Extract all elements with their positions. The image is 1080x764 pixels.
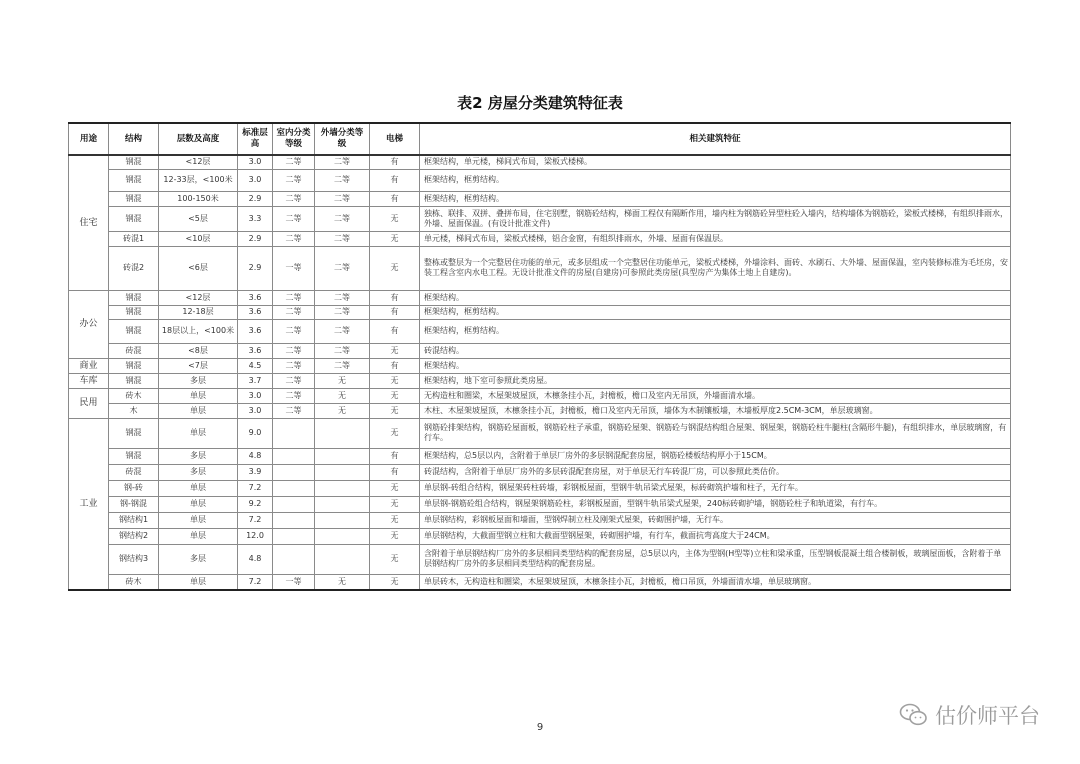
- table-row: [69, 403, 1011, 418]
- table-row: [69, 512, 1011, 528]
- cell-interior-grade: [273, 464, 315, 480]
- cell-features: 框架结构，单元楼，梯间式布局，梁板式楼梯。: [420, 155, 1011, 169]
- table-row: [69, 448, 1011, 464]
- cell-features: 含附着于单层钢结构厂房外的多层相同类型结构的配套房屋，总5层以内，主体为型钢(H型等)立柱和梁承重，压型钢板混凝土组合楼制板，玻璃屋面板，含附着于单层钢结构厂房外的多层相同类型结构的配套房屋。: [420, 544, 1011, 574]
- cell-elevator: 有: [370, 358, 420, 373]
- cell-interior-grade: [273, 512, 315, 528]
- cell-features: 框架结构，框剪结构。: [420, 305, 1011, 319]
- cell-features: 独栋、联排、双拼、叠拼布局，住宅别墅，钢筋砼结构，梯面工程仅有隔断作用，墙内柱为钢筋砼异型柱砼入墙内，结构墙体为钢筋砼，梁板式楼梯，有组织排雨水，外墙、屋面保温。(有设计批准文件): [420, 206, 1011, 231]
- cell-structure: 钢-钢混: [109, 496, 159, 512]
- cell-interior-grade: 二等: [273, 191, 315, 206]
- cell-floor-height: 3.7: [238, 373, 273, 388]
- cell-exterior-grade: [315, 418, 370, 448]
- table-row: [69, 191, 1011, 206]
- cell-structure: 钢结构3: [109, 544, 159, 574]
- table-header-row: [69, 123, 1011, 155]
- cell-interior-grade: [273, 480, 315, 496]
- header-interior-grade: 室内分类等级: [273, 123, 315, 155]
- cell-floor-height: 7.2: [238, 480, 273, 496]
- header-elevator: 电梯: [370, 123, 420, 155]
- cell-interior-grade: 二等: [273, 290, 315, 305]
- cell-structure: 钢混: [109, 358, 159, 373]
- cell-interior-grade: 二等: [273, 403, 315, 418]
- cell-features: 木柱、木屋架坡屋顶，木檩条挂小瓦，封檐板，檐口及室内无吊顶，墙体为木制镶板墙，木墙板厚度2.5CM-3CM，单层玻璃窗。: [420, 403, 1011, 418]
- cell-features: 框架结构，总5层以内，含附着于单层厂房外的多层钢混配套房屋，钢筋砼楼板结构厚小于15CM。: [420, 448, 1011, 464]
- cell-structure: 钢混: [109, 169, 159, 191]
- cell-floors: 单层: [159, 480, 238, 496]
- cell-exterior-grade: 二等: [315, 305, 370, 319]
- cell-interior-grade: [273, 544, 315, 574]
- table-row: [69, 169, 1011, 191]
- cell-floor-height: 9.2: [238, 496, 273, 512]
- cell-floors: 单层: [159, 574, 238, 590]
- cell-features: 砖混结构。: [420, 343, 1011, 358]
- cell-structure: 钢-砖: [109, 480, 159, 496]
- cell-floors: <5层: [159, 206, 238, 231]
- cell-elevator: 无: [370, 480, 420, 496]
- cell-structure: 钢混: [109, 319, 159, 343]
- cell-use: 车库: [69, 373, 109, 388]
- cell-exterior-grade: 二等: [315, 155, 370, 169]
- cell-floors: 单层: [159, 418, 238, 448]
- cell-structure: 钢混: [109, 290, 159, 305]
- cell-structure: 砖混1: [109, 231, 159, 246]
- cell-structure: 钢混: [109, 305, 159, 319]
- cell-exterior-grade: 二等: [315, 246, 370, 290]
- table-row: [69, 343, 1011, 358]
- cell-floor-height: 3.6: [238, 305, 273, 319]
- cell-floors: 单层: [159, 512, 238, 528]
- cell-floors: 多层: [159, 448, 238, 464]
- table-row: [69, 464, 1011, 480]
- cell-features: 单元楼，梯间式布局，梁板式楼梯，铝合金窗，有组织排雨水，外墙、屋面有保温层。: [420, 231, 1011, 246]
- cell-features: 单层钢-钢筋砼组合结构，钢屋架钢筋砼柱，彩钢板屋面，型钢牛轨吊梁式屋架，240标砖砌护墙，钢筋砼柱子和轨道梁，有行车。: [420, 496, 1011, 512]
- cell-use: 商业: [69, 358, 109, 373]
- cell-elevator: 有: [370, 319, 420, 343]
- cell-floor-height: 3.0: [238, 169, 273, 191]
- cell-use: 工业: [69, 418, 109, 590]
- cell-exterior-grade: 二等: [315, 358, 370, 373]
- cell-elevator: 无: [370, 496, 420, 512]
- cell-elevator: 有: [370, 169, 420, 191]
- cell-floor-height: 3.3: [238, 206, 273, 231]
- cell-floors: 多层: [159, 464, 238, 480]
- cell-elevator: 无: [370, 574, 420, 590]
- cell-interior-grade: [273, 418, 315, 448]
- cell-elevator: 无: [370, 373, 420, 388]
- cell-structure: 砖混: [109, 464, 159, 480]
- page-number: 9: [536, 722, 544, 733]
- cell-floors: 单层: [159, 388, 238, 403]
- table-row: [69, 231, 1011, 246]
- cell-floors: <10层: [159, 231, 238, 246]
- header-exterior-grade: 外墙分类等级: [315, 123, 370, 155]
- cell-elevator: 有: [370, 290, 420, 305]
- cell-elevator: 有: [370, 155, 420, 169]
- table-row: [69, 246, 1011, 290]
- cell-features: 整栋或整层为一个完整居住功能的单元，或多层组成一个完整居住功能单元，梁板式楼梯，外墙涂料、面砖、水刷石、大外墙、屋面保温，室内装修标准为毛坯房，安装工程含室内水电工程。无设计批准文件的房屋(自建房)可参照此类房屋(具型房产为集体土地上自建房)。: [420, 246, 1011, 290]
- cell-structure: 钢结构2: [109, 528, 159, 544]
- cell-structure: 砖混2: [109, 246, 159, 290]
- table-row: [69, 574, 1011, 590]
- cell-elevator: 无: [370, 246, 420, 290]
- cell-features: 框架结构，地下室可参照此类房屋。: [420, 373, 1011, 388]
- cell-exterior-grade: 无: [315, 403, 370, 418]
- cell-elevator: 无: [370, 403, 420, 418]
- cell-floor-height: 3.0: [238, 403, 273, 418]
- cell-features: 框架结构，框剪结构。: [420, 319, 1011, 343]
- cell-floor-height: 2.9: [238, 191, 273, 206]
- cell-floor-height: 2.9: [238, 231, 273, 246]
- cell-exterior-grade: 二等: [315, 169, 370, 191]
- cell-structure: 钢混: [109, 373, 159, 388]
- cell-floors: 单层: [159, 496, 238, 512]
- cell-floor-height: 3.0: [238, 388, 273, 403]
- cell-use: 民用: [69, 388, 109, 418]
- cell-features: 框架结构，框剪结构。: [420, 191, 1011, 206]
- cell-floor-height: 2.9: [238, 246, 273, 290]
- cell-exterior-grade: 无: [315, 388, 370, 403]
- cell-exterior-grade: 无: [315, 574, 370, 590]
- cell-floors: <12层: [159, 290, 238, 305]
- cell-exterior-grade: [315, 528, 370, 544]
- cell-interior-grade: 二等: [273, 343, 315, 358]
- cell-interior-grade: 二等: [273, 358, 315, 373]
- cell-interior-grade: [273, 528, 315, 544]
- cell-exterior-grade: 无: [315, 373, 370, 388]
- cell-exterior-grade: 二等: [315, 206, 370, 231]
- cell-structure: 砖木: [109, 574, 159, 590]
- page-title: 表2 房屋分类建筑特征表: [457, 94, 623, 112]
- cell-elevator: 无: [370, 418, 420, 448]
- cell-interior-grade: 二等: [273, 206, 315, 231]
- cell-floors: 单层: [159, 403, 238, 418]
- cell-floor-height: 7.2: [238, 574, 273, 590]
- cell-structure: 砖混: [109, 343, 159, 358]
- cell-features: 单层砖木，无构造柱和圈梁，木屋架坡屋顶，木檩条挂小瓦，封檐板，檐口吊顶，外墙面清水墙，单层玻璃窗。: [420, 574, 1011, 590]
- cell-elevator: 有: [370, 305, 420, 319]
- header-features: 相关建筑特征: [420, 123, 1011, 155]
- table-row: [69, 418, 1011, 448]
- cell-exterior-grade: [315, 544, 370, 574]
- cell-interior-grade: 二等: [273, 373, 315, 388]
- table-body: [69, 155, 1011, 590]
- cell-floors: <8层: [159, 343, 238, 358]
- cell-interior-grade: 二等: [273, 231, 315, 246]
- cell-exterior-grade: [315, 448, 370, 464]
- cell-elevator: 无: [370, 512, 420, 528]
- cell-exterior-grade: [315, 496, 370, 512]
- cell-floors: 18层以上，<100米: [159, 319, 238, 343]
- cell-floors: 12-33层，<100米: [159, 169, 238, 191]
- table-row: [69, 358, 1011, 373]
- header-floors: 层数及高度: [159, 123, 238, 155]
- cell-floors: 多层: [159, 544, 238, 574]
- table-row: [69, 480, 1011, 496]
- table-row: [69, 319, 1011, 343]
- table-row: [69, 305, 1011, 319]
- watermark-text: 估价师平台: [935, 704, 1040, 728]
- cell-features: 单层钢结构，大截面型钢立柱和大截面型钢屋架，砖砌围护墙，有行车，截面抗弯高度大于24CM。: [420, 528, 1011, 544]
- cell-elevator: 无: [370, 528, 420, 544]
- cell-floor-height: 7.2: [238, 512, 273, 528]
- cell-structure: 钢混: [109, 155, 159, 169]
- cell-features: 框架结构。: [420, 358, 1011, 373]
- cell-floor-height: 3.6: [238, 343, 273, 358]
- cell-features: 框架结构。: [420, 290, 1011, 305]
- cell-elevator: 有: [370, 448, 420, 464]
- cell-features: 单层钢结构，彩钢板屋面和墙面，型钢焊制立柱及刚架式屋架，砖砌围护墙，无行车。: [420, 512, 1011, 528]
- cell-floor-height: 4.8: [238, 544, 273, 574]
- cell-floors: <6层: [159, 246, 238, 290]
- cell-elevator: 无: [370, 231, 420, 246]
- building-feature-table: [68, 122, 1011, 591]
- cell-elevator: 有: [370, 464, 420, 480]
- cell-exterior-grade: [315, 480, 370, 496]
- wechat-icon: [899, 702, 929, 728]
- cell-exterior-grade: 二等: [315, 319, 370, 343]
- cell-elevator: 有: [370, 191, 420, 206]
- cell-interior-grade: 二等: [273, 305, 315, 319]
- cell-interior-grade: [273, 448, 315, 464]
- cell-structure: 钢结构1: [109, 512, 159, 528]
- cell-elevator: 无: [370, 388, 420, 403]
- cell-interior-grade: 一等: [273, 574, 315, 590]
- cell-structure: 砖木: [109, 388, 159, 403]
- cell-features: 单层钢-砖组合结构，钢屋架砖柱砖墙，彩钢板屋面，型钢牛轨吊梁式屋架，标砖砌筑护墙和柱子，无行车。: [420, 480, 1011, 496]
- cell-floor-height: 4.5: [238, 358, 273, 373]
- header-structure: 结构: [109, 123, 159, 155]
- cell-structure: 钢混: [109, 418, 159, 448]
- cell-features: 砖混结构，含附着于单层厂房外的多层砖混配套房屋，对于单层无行车砖混厂房，可以参照此类估价。: [420, 464, 1011, 480]
- cell-structure: 钢混: [109, 206, 159, 231]
- cell-interior-grade: 二等: [273, 169, 315, 191]
- cell-floor-height: 12.0: [238, 528, 273, 544]
- cell-exterior-grade: 二等: [315, 290, 370, 305]
- table-row: [69, 290, 1011, 305]
- cell-features: 无构造柱和圈梁，木屋架坡屋顶，木檩条挂小瓦，封檐板，檐口及室内无吊顶，外墙面清水墙。: [420, 388, 1011, 403]
- cell-floor-height: 3.0: [238, 155, 273, 169]
- cell-floor-height: 3.6: [238, 290, 273, 305]
- table-row: [69, 206, 1011, 231]
- cell-floors: 12-18层: [159, 305, 238, 319]
- table-row: [69, 388, 1011, 403]
- cell-interior-grade: 一等: [273, 246, 315, 290]
- table-row: [69, 496, 1011, 512]
- cell-elevator: 无: [370, 544, 420, 574]
- cell-elevator: 无: [370, 206, 420, 231]
- cell-floor-height: 9.0: [238, 418, 273, 448]
- cell-features: 框架结构，框剪结构。: [420, 169, 1011, 191]
- cell-exterior-grade: 二等: [315, 343, 370, 358]
- cell-structure: 钢混: [109, 448, 159, 464]
- cell-exterior-grade: 二等: [315, 191, 370, 206]
- cell-structure: 木: [109, 403, 159, 418]
- cell-structure: 钢混: [109, 191, 159, 206]
- watermark: [899, 700, 1040, 730]
- cell-use: 住宅: [69, 155, 109, 290]
- cell-interior-grade: 二等: [273, 319, 315, 343]
- header-floor-height: 标准层高: [238, 123, 273, 155]
- cell-floors: <7层: [159, 358, 238, 373]
- cell-floors: 单层: [159, 528, 238, 544]
- table-row: [69, 373, 1011, 388]
- header-use: 用途: [69, 123, 109, 155]
- table-row: [69, 155, 1011, 169]
- cell-exterior-grade: [315, 512, 370, 528]
- cell-floors: 100-150米: [159, 191, 238, 206]
- cell-elevator: 无: [370, 343, 420, 358]
- cell-features: 钢筋砼排架结构，钢筋砼屋面板，钢筋砼柱子承重，钢筋砼屋架、钢筋砼与钢混结构组合屋架、钢屋架，钢筋砼柱牛腿柱(含隔形牛腿)，有组织排水，单层玻璃窗，有行车。: [420, 418, 1011, 448]
- cell-floor-height: 3.6: [238, 319, 273, 343]
- cell-interior-grade: 二等: [273, 155, 315, 169]
- cell-use: 办公: [69, 290, 109, 358]
- table-row: [69, 528, 1011, 544]
- cell-floor-height: 3.9: [238, 464, 273, 480]
- cell-floors: 多层: [159, 373, 238, 388]
- cell-exterior-grade: 二等: [315, 231, 370, 246]
- table-row: [69, 544, 1011, 574]
- cell-interior-grade: [273, 496, 315, 512]
- cell-floors: <12层: [159, 155, 238, 169]
- cell-exterior-grade: [315, 464, 370, 480]
- cell-floor-height: 4.8: [238, 448, 273, 464]
- cell-interior-grade: 二等: [273, 388, 315, 403]
